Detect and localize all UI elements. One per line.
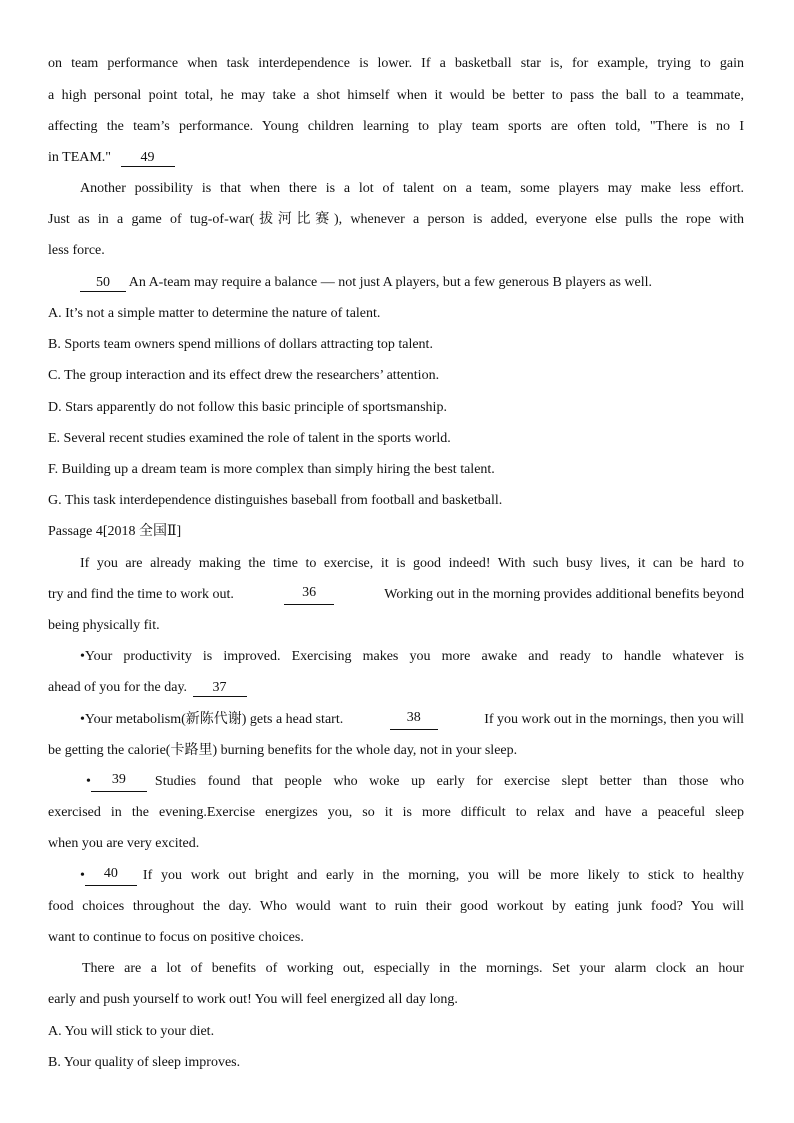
bullet-line: when you are very excited. [48,836,200,851]
bullet-line [80,866,744,886]
bullet-dot: • [80,868,85,883]
option-f: F. Building up a dream team is more complex than simply hiring the best talent. [48,462,495,477]
paragraph-text: in TEAM." [48,150,112,165]
paragraph-text: try and find the time to work out. [48,587,234,602]
paragraph-text: ahead of you for the day. [48,680,188,695]
answer-blank-39[interactable]: 39 [91,772,147,792]
paragraph-line: Another possibility is that when there is a lot of talent on a team, some players may make less effort. [80,181,744,196]
paragraph-line: affecting the team’s performance. Young children learning to play team sports are often told, "There is no I [48,119,744,134]
paragraph-line: being physically fit. [48,618,160,633]
bullet-line: want to continue to focus on positive choices. [48,930,304,945]
paragraph-line [48,148,744,168]
paragraph-text: If you work out in the mornings, then you will [484,712,744,727]
option-g: G. This task interdependence distinguishes baseball from football and basketball. [48,493,503,508]
paragraph-line: If you are already making the time to exercise, it is good indeed! With such busy lives, it can be hard to [80,556,744,571]
paragraph-line: There are a lot of benefits of working out, especially in the mornings. Set your alarm clock an hour [82,961,744,976]
paragraph-text: If you work out bright and early in the morning, you will be more likely to stick to healthy [142,868,744,883]
option-d: D. Stars apparently do not follow this basic principle of sportsmanship. [48,400,447,415]
bullet-line [80,710,744,730]
bullet-line: food choices throughout the day. Who would want to ruin their good workout by eating junk food? You will [48,899,744,914]
bullet-dot: • [86,774,91,789]
bullet-line: •Your productivity is improved. Exercising makes you more awake and ready to handle whatever is [80,649,744,664]
bullet-line: exercised in the evening.Exercise energizes you, so it is more difficult to relax and have a peaceful sleep [48,805,744,820]
answer-blank-50[interactable]: 50 [80,275,126,292]
option-e: E. Several recent studies examined the role of talent in the sports world. [48,431,451,446]
paragraph-line: less force. [48,243,105,258]
paragraph-line: early and push yourself to work out! You will feel energized all day long. [48,992,458,1007]
paragraph-line [80,273,744,293]
answer-blank-38[interactable]: 38 [390,710,438,730]
passage-heading: Passage 4[2018 全国Ⅱ] [48,524,182,539]
paragraph-text: An A-team may require a balance — not just A players, but a few generous B players as well. [128,275,653,290]
paragraph-text: •Your metabolism(新陈代谢) gets a head start. [80,712,344,727]
paragraph-line: a high personal point total, he may take a shot himself when it would be better to pass the ball to a teammate, [48,88,744,103]
paragraph-line: on team performance when task interdependence is lower. If a basketball star is, for example, trying to gain [48,56,744,71]
option-a: A. It’s not a simple matter to determine the nature of talent. [48,306,381,321]
bullet-line [86,772,744,792]
bullet-line [48,678,744,698]
paragraph-line: Just as in a game of tug-of-war(拔河比赛), whenever a person is added, everyone else pulls the rope with [48,212,744,227]
option-a: A. You will stick to your diet. [48,1024,215,1039]
option-c: C. The group interaction and its effect drew the researchers’ attention. [48,368,440,383]
bullet-line: be getting the calorie(卡路里) burning benefits for the whole day, not in your sleep. [48,743,518,758]
answer-blank-40[interactable]: 40 [85,866,137,886]
option-b: B. Sports team owners spend millions of dollars attracting top talent. [48,337,433,352]
paragraph-text: Working out in the morning provides additional benefits beyond [384,587,744,602]
answer-blank-36[interactable]: 36 [284,585,334,605]
option-b: B. Your quality of sleep improves. [48,1055,241,1070]
paragraph-line [48,585,744,605]
answer-blank-49[interactable]: 49 [121,150,175,167]
answer-blank-37[interactable]: 37 [193,680,247,697]
paragraph-text: Studies found that people who woke up early for exercise slept better than those who [154,774,744,789]
